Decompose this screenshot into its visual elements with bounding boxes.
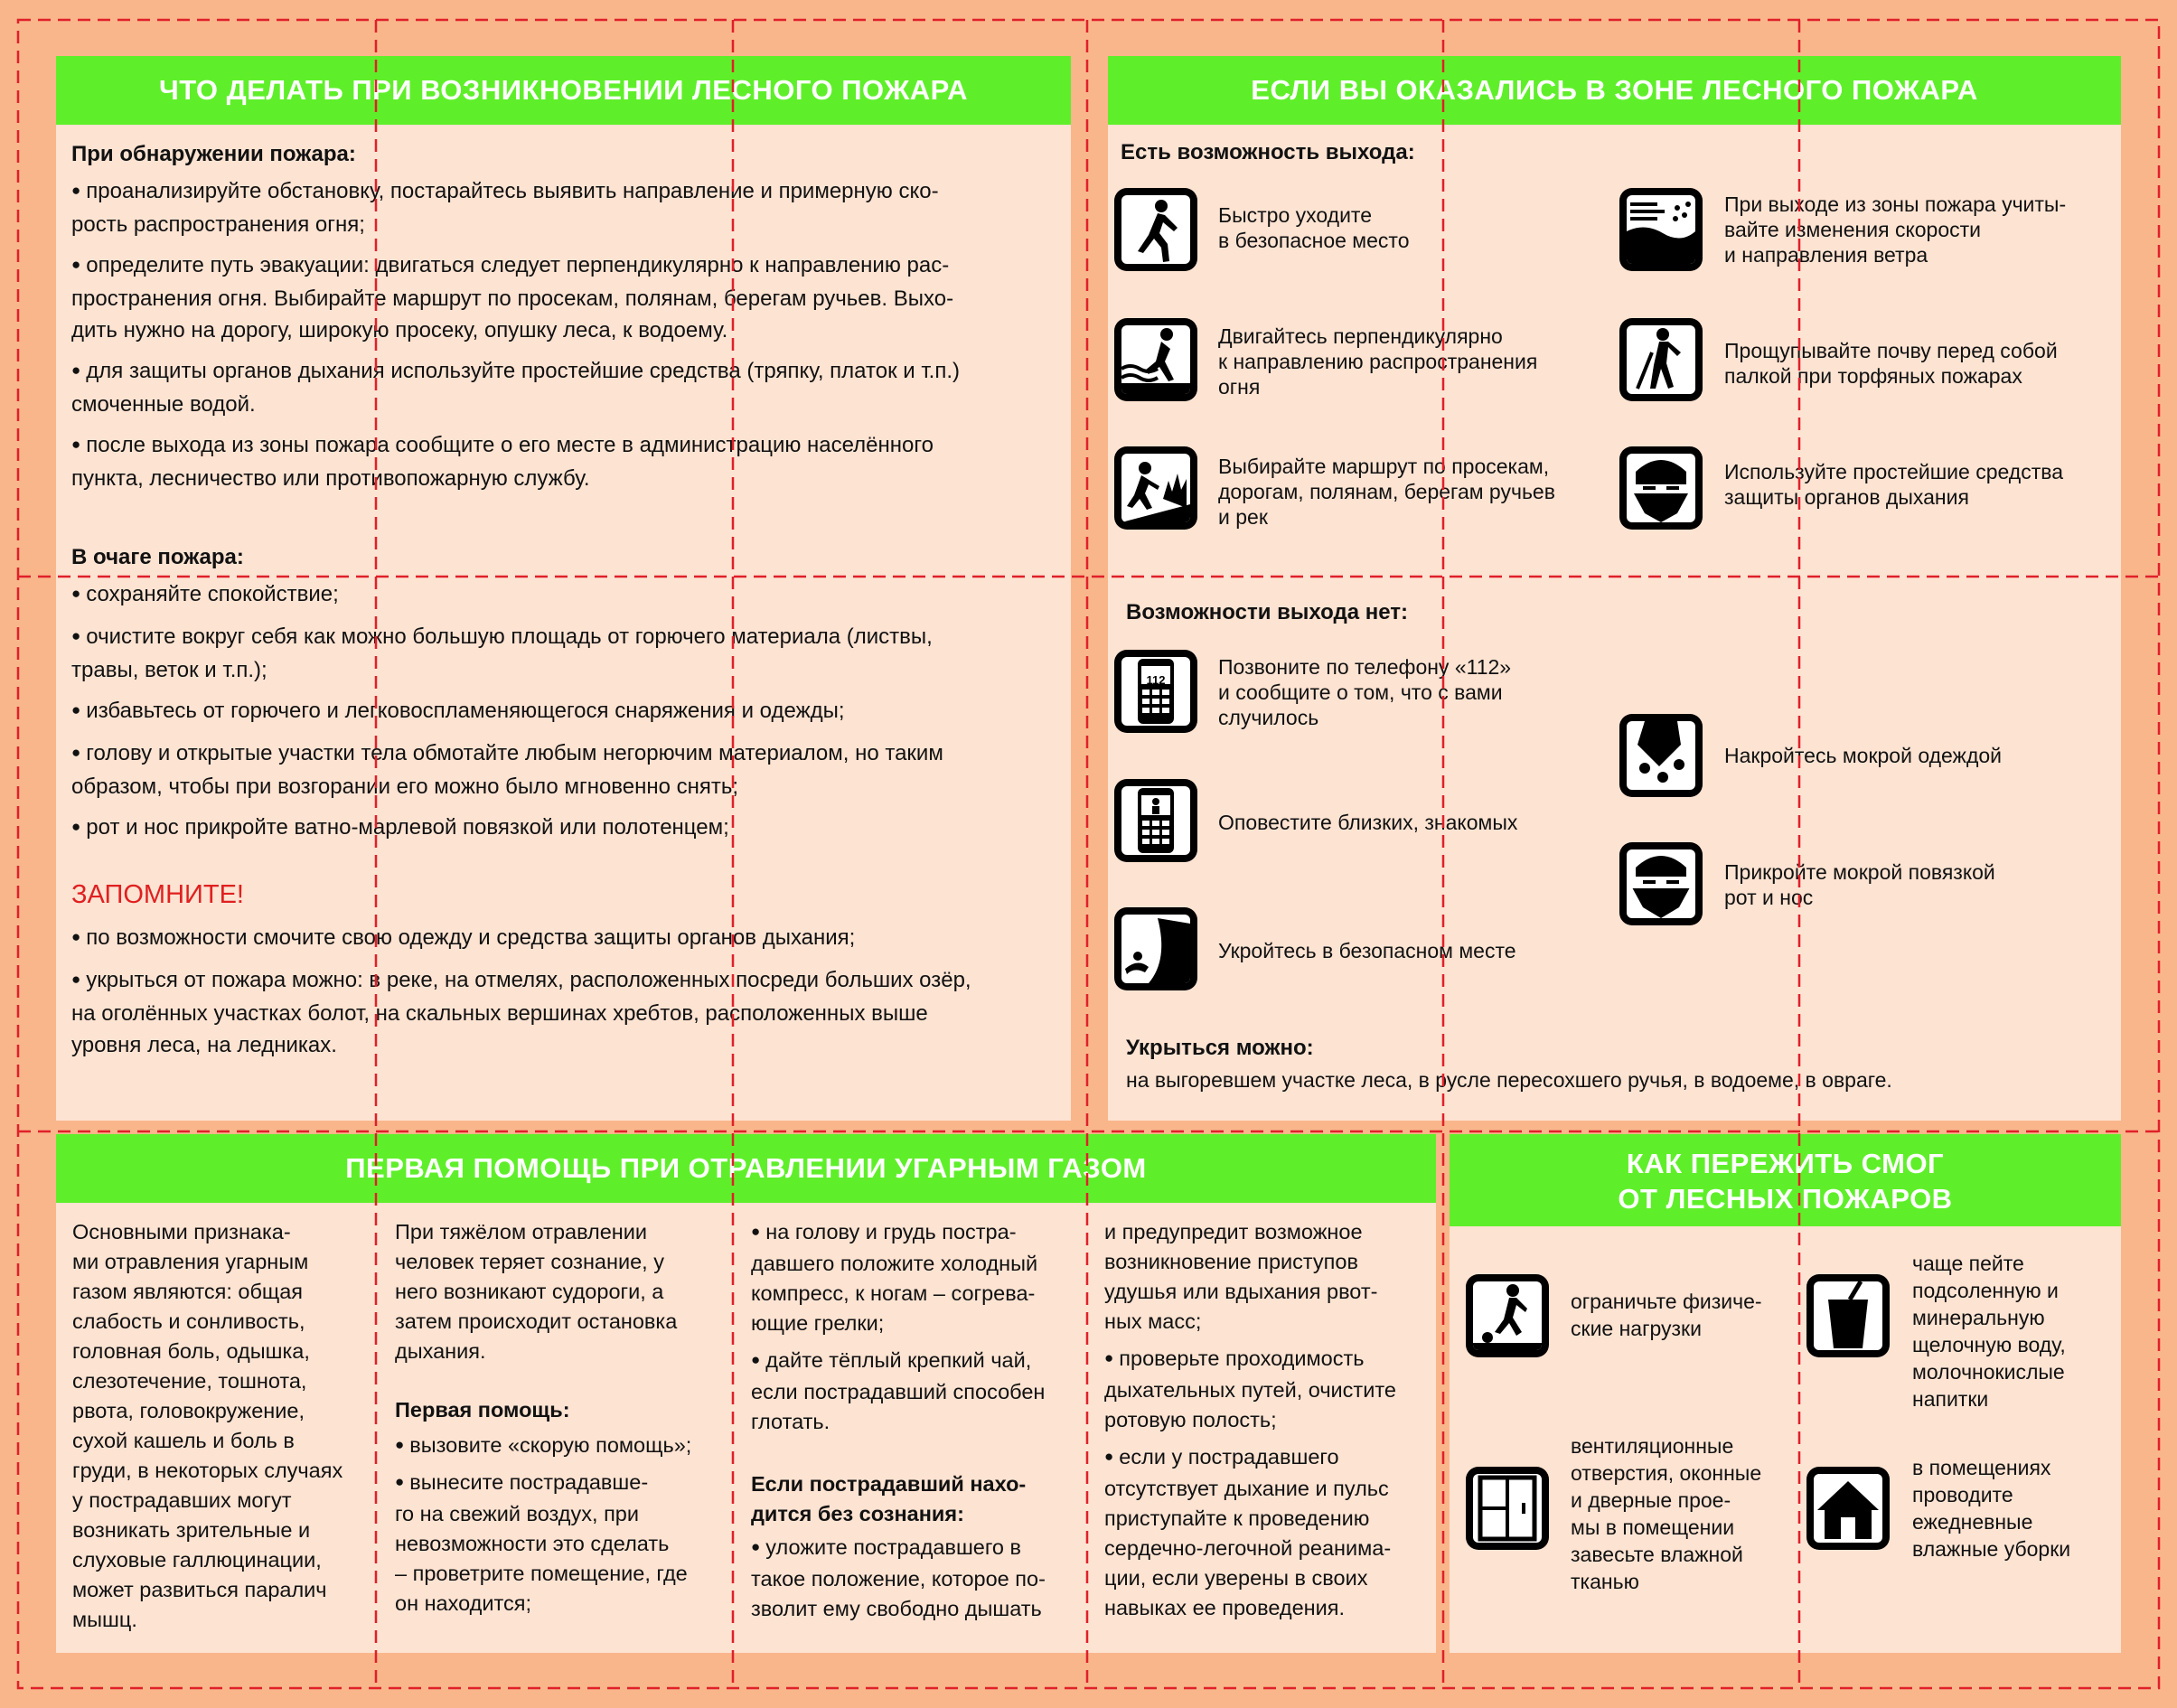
wet-clothes-icon bbox=[1619, 714, 1703, 797]
bullet-item bbox=[71, 812, 1056, 845]
text-line: Прощупывайте почву перед собой bbox=[1724, 339, 2058, 362]
text-line: ● если у пострадавшего bbox=[1104, 1442, 1425, 1474]
wind-fire-icon bbox=[1619, 188, 1703, 271]
wet-bandage-icon bbox=[1619, 842, 1703, 925]
text-line: ские нагрузки bbox=[1571, 1317, 1702, 1340]
bullet-item bbox=[751, 1533, 1072, 1624]
text-line: ротовую полость; bbox=[1104, 1408, 1277, 1431]
text-line: завесьте влажной bbox=[1571, 1543, 1743, 1566]
text-line: удушья или вдыхания рвот- bbox=[1104, 1280, 1378, 1303]
text-line: глотать. bbox=[751, 1410, 830, 1433]
bullet-item bbox=[71, 964, 1056, 1061]
text-line: мы в помещении bbox=[1571, 1516, 1735, 1539]
shelter-icon bbox=[1114, 907, 1197, 990]
panel-body bbox=[71, 138, 1056, 1070]
icon-caption bbox=[1724, 338, 2058, 389]
text-line: головная боль, одышка, bbox=[72, 1339, 310, 1363]
bullet-item bbox=[395, 1468, 716, 1619]
text-line: возникать зрительные и bbox=[72, 1518, 311, 1542]
bullet-item bbox=[751, 1217, 1072, 1338]
text-line: и дверные прое- bbox=[1571, 1488, 1731, 1512]
text-line: отверстия, оконные bbox=[1571, 1461, 1762, 1485]
icon-caption bbox=[1724, 743, 2002, 768]
panel-title: КАК ПЕРЕЖИТЬ СМОГ ОТ ЛЕСНЫХ ПОЖАРОВ bbox=[1450, 1134, 2121, 1226]
panel-title: ЕСЛИ ВЫ ОКАЗАЛИСЬ В ЗОНЕ ЛЕСНОГО ПОЖАРА bbox=[1108, 56, 2121, 125]
text-line: ● сохраняйте спокойствие; bbox=[71, 578, 1056, 612]
text-line: груди, в некоторых случаях bbox=[72, 1459, 343, 1482]
icon-caption bbox=[1571, 1432, 1761, 1595]
panel-in-fire-zone bbox=[1108, 56, 2121, 1121]
text-line: зволит ему свободно дышать bbox=[751, 1597, 1042, 1620]
text-line: огня bbox=[1218, 375, 1261, 399]
text-line: смоченные водой. bbox=[71, 392, 256, 417]
paragraph bbox=[72, 1217, 393, 1635]
text-line: ющие грелки; bbox=[751, 1311, 885, 1335]
text-line: навыках ее проведения. bbox=[1104, 1596, 1346, 1619]
icon-caption bbox=[1218, 810, 1517, 835]
text-line: затем происходит остановка bbox=[395, 1309, 678, 1333]
bullet-item bbox=[71, 175, 1056, 240]
text-line: сухой кашель и боль в bbox=[72, 1429, 295, 1452]
text-line: дыхательных путей, очистите bbox=[1104, 1378, 1396, 1402]
bullet-item bbox=[71, 355, 1056, 420]
exit-heading: Есть возможность выхода: bbox=[1121, 140, 1415, 164]
text-line: Прикройте мокрой повязкой bbox=[1724, 860, 1995, 884]
text-line: ● на голову и грудь постра- bbox=[751, 1217, 1072, 1249]
shelter-heading: Укрыться можно: bbox=[1126, 1036, 1314, 1060]
text-line: невозможности это сделать bbox=[395, 1532, 670, 1555]
text-line: ● проверьте проходимость bbox=[1104, 1344, 1425, 1375]
text-line: если пострадавший способен bbox=[751, 1380, 1046, 1403]
text-line: давшего положите холодный bbox=[751, 1252, 1038, 1275]
text-line: Позвоните по телефону «112» bbox=[1218, 655, 1512, 679]
text-line: рот и нос bbox=[1724, 886, 1814, 909]
text-line: ми отравления угарным bbox=[72, 1250, 309, 1273]
bullet-item bbox=[1104, 1344, 1425, 1435]
text-line: в безопасное место bbox=[1218, 229, 1410, 252]
text-line: слуховые галлюцинации, bbox=[72, 1548, 322, 1572]
icon-caption bbox=[1218, 324, 1537, 399]
text-line: ● уложите пострадавшего в bbox=[751, 1533, 1072, 1564]
text-line: случилось bbox=[1218, 706, 1319, 729]
column-airways bbox=[1104, 1217, 1425, 1630]
text-line: влажные уборки bbox=[1912, 1537, 2071, 1561]
phone-112-icon bbox=[1114, 650, 1197, 733]
running-person-icon bbox=[1114, 188, 1197, 271]
section-heading: В очаге пожара: bbox=[71, 545, 244, 569]
text-line: уровня леса, на ледниках. bbox=[71, 1033, 337, 1057]
text-line: ● рот и нос прикройте ватно-марлевой повязкой или полотенцем; bbox=[71, 812, 1056, 845]
icon-caption bbox=[1724, 459, 2063, 510]
person-waves-icon bbox=[1114, 318, 1197, 401]
text-line: щелочную воду, bbox=[1912, 1333, 2066, 1356]
remember-heading: ЗАПОМНИТЕ! bbox=[71, 880, 244, 909]
bullet-item bbox=[71, 249, 1056, 346]
text-line: он находится; bbox=[395, 1591, 532, 1615]
text-line: Двигайтесь перпендикулярно bbox=[1218, 324, 1503, 348]
panel-forest-fire-actions bbox=[56, 56, 1071, 1121]
text-line: человек теряет сознание, у bbox=[395, 1250, 664, 1273]
text-line: ● для защиты органов дыхания используйте простейшие средства (тряпку, платок и т.п.) bbox=[71, 355, 1056, 389]
panel-carbon-monoxide bbox=[56, 1134, 1436, 1653]
text-line: рость распространения огня; bbox=[71, 212, 365, 237]
bullet-item bbox=[395, 1431, 716, 1462]
paragraph bbox=[395, 1217, 716, 1366]
text-line: молочнокислые bbox=[1912, 1360, 2065, 1384]
text-line: ции, если уверены в своих bbox=[1104, 1566, 1368, 1590]
text-line: мышц. bbox=[72, 1608, 137, 1631]
text-line: сердечно-легочной реанима- bbox=[1104, 1536, 1392, 1560]
text-line: го на свежий воздух, при bbox=[395, 1502, 639, 1525]
text-line: ● вызовите «скорую помощь»; bbox=[395, 1431, 716, 1462]
text-line: тканью bbox=[1571, 1570, 1639, 1593]
text-line: Оповестите близких, знакомых bbox=[1218, 811, 1518, 834]
text-line: и предупредит возможное bbox=[1104, 1220, 1363, 1243]
text-line: компресс, к ногам – согрева- bbox=[751, 1281, 1036, 1305]
icon-caption bbox=[1912, 1250, 2066, 1412]
text-line: вентиляционные bbox=[1571, 1434, 1734, 1458]
text-line: – проветрите помещение, где bbox=[395, 1562, 688, 1585]
text-line: ● по возможности смочите свою одежду и средства защиты органов дыхания; bbox=[71, 922, 1056, 955]
panel-title: ПЕРВАЯ ПОМОЩЬ ПРИ ОТРАВЛЕНИИ УГАРНЫМ ГАЗОМ bbox=[56, 1134, 1436, 1203]
bullet-item bbox=[751, 1346, 1072, 1437]
face-mask-icon bbox=[1619, 446, 1703, 530]
text-line: пространения огня. Выбирайте маршрут по просекам, полянам, берегам ручьев. Выхо- bbox=[71, 286, 954, 311]
text-line: приступайте к проведению bbox=[1104, 1506, 1370, 1530]
text-line: При выходе из зоны пожара учиты- bbox=[1724, 192, 2067, 216]
text-line: травы, веток и т.п.); bbox=[71, 658, 267, 682]
phone-person-icon bbox=[1114, 779, 1197, 862]
bullet-item bbox=[71, 737, 1056, 802]
text-line: рвота, головокружение, bbox=[72, 1399, 305, 1422]
text-line: ● проанализируйте обстановку, постарайтесь выявить направление и примерную ско- bbox=[71, 175, 1056, 209]
text-line: ● вынесите пострадавше- bbox=[395, 1468, 716, 1499]
text-line: и рек bbox=[1218, 505, 1268, 529]
text-line: чаще пейте bbox=[1912, 1252, 2024, 1275]
text-line: вайте изменения скорости bbox=[1724, 218, 1982, 241]
text-line: ● избавьтесь от горючего и легковоспламеняющегося снаряжения и одежды; bbox=[71, 695, 1056, 728]
icon-caption bbox=[1218, 454, 1555, 530]
text-line: дить нужно на дорогу, широкую просеку, опушку леса, к водоему. bbox=[71, 318, 728, 343]
text-line: палкой при торфяных пожарах bbox=[1724, 364, 2022, 388]
text-line: Выбирайте маршрут по просекам, bbox=[1218, 455, 1550, 478]
text-line: ● укрыться от пожара можно: в реке, на отмелях, расположенных посреди больших озёр, bbox=[71, 964, 1056, 998]
text-line: ● после выхода из зоны пожара сообщите о его месте в администрацию населённого bbox=[71, 429, 1056, 463]
column-symptoms bbox=[72, 1217, 393, 1635]
window-icon bbox=[1466, 1467, 1549, 1550]
text-line: возникновение приступов bbox=[1104, 1250, 1358, 1273]
walking-stick-icon bbox=[1619, 318, 1703, 401]
text-line: ● голову и открытые участки тела обмотайте любым негорючим материалом, но таким bbox=[71, 737, 1056, 771]
panel-title: ЧТО ДЕЛАТЬ ПРИ ВОЗНИКНОВЕНИИ ЛЕСНОГО ПОЖАРА bbox=[56, 56, 1071, 125]
icon-caption bbox=[1218, 938, 1516, 963]
text-line: ных масс; bbox=[1104, 1309, 1202, 1333]
text-line: отсутствует дыхание и пульс bbox=[1104, 1477, 1389, 1500]
text-line: и сообщите о том, что с вами bbox=[1218, 680, 1503, 704]
paragraph bbox=[1104, 1217, 1425, 1337]
icon-caption bbox=[1724, 192, 2066, 267]
text-line: ежедневные bbox=[1912, 1510, 2033, 1534]
bullet-item bbox=[71, 621, 1056, 686]
bullet-item bbox=[71, 922, 1056, 955]
text-line: может развиться паралич bbox=[72, 1578, 327, 1601]
drink-cup-icon bbox=[1806, 1274, 1890, 1357]
section-heading: Первая помощь: bbox=[395, 1398, 570, 1422]
text-line: подсоленную и bbox=[1912, 1279, 2059, 1302]
text-line: ● очистите вокруг себя как можно большую площадь от горючего материала (листвы, bbox=[71, 621, 1056, 654]
noexit-heading: Возможности выхода нет: bbox=[1126, 600, 1409, 624]
icon-caption bbox=[1218, 202, 1409, 253]
panel-smog bbox=[1450, 1134, 2121, 1653]
text-line: Используйте простейшие средства bbox=[1724, 460, 2063, 483]
text-line: пункта, лесничество или противопожарную службу. bbox=[71, 466, 590, 491]
text-line: Быстро уходите bbox=[1218, 203, 1372, 227]
text-line: и направления ветра bbox=[1724, 243, 1928, 267]
text-line: дится без сознания: bbox=[751, 1502, 964, 1525]
bullet-item bbox=[71, 429, 1056, 494]
text-line: ● дайте тёплый крепкий чай, bbox=[751, 1346, 1072, 1377]
text-line: такое положение, которое по- bbox=[751, 1567, 1046, 1591]
text-line: Накройтесь мокрой одеждой bbox=[1724, 744, 2003, 767]
text-line: на оголённых участках болот, на скальных вершинах хребтов, расположенных выше bbox=[71, 1001, 928, 1026]
text-line: у пострадавших могут bbox=[72, 1488, 292, 1512]
bullet-item bbox=[71, 695, 1056, 728]
column-first-aid bbox=[395, 1217, 716, 1624]
text-line: Укройтесь в безопасном месте bbox=[1218, 939, 1516, 962]
text-line: Основными признака- bbox=[72, 1220, 291, 1243]
fleeing-fire-icon bbox=[1114, 446, 1197, 530]
shelter-text: на выгоревшем участке леса, в русле пересохшего ручья, в водоеме, в овраге. bbox=[1126, 1068, 1892, 1092]
text-line: дыхания. bbox=[395, 1339, 486, 1363]
football-player-icon bbox=[1466, 1274, 1549, 1357]
icon-caption bbox=[1571, 1288, 1762, 1342]
phone-screen-label: 112 bbox=[1146, 673, 1166, 687]
icon-caption bbox=[1218, 654, 1511, 730]
text-line: в помещениях bbox=[1912, 1456, 2051, 1479]
text-line: Если пострадавший нахо- bbox=[751, 1472, 1027, 1496]
text-line: к направлению распространения bbox=[1218, 350, 1538, 373]
house-icon bbox=[1806, 1467, 1890, 1550]
text-line: газом являются: общая bbox=[72, 1280, 304, 1303]
text-line: проводите bbox=[1912, 1483, 2013, 1506]
text-line: защиты органов дыхания bbox=[1724, 485, 1969, 509]
column-compress bbox=[751, 1217, 1072, 1624]
icon-caption bbox=[1724, 859, 1995, 910]
section-heading: При обнаружении пожара: bbox=[71, 142, 356, 166]
text-line: напитки bbox=[1912, 1387, 1989, 1411]
bullet-item bbox=[1104, 1442, 1425, 1623]
text-line: ● определите путь эвакуации: двигаться следует перпендикулярно к направлению рас- bbox=[71, 249, 1056, 283]
icon-caption bbox=[1912, 1454, 2070, 1563]
text-line: минеральную bbox=[1912, 1306, 2045, 1329]
text-line: слезотечение, тошнота, bbox=[72, 1369, 307, 1393]
text-line: дорогам, полянам, берегам ручьев bbox=[1218, 480, 1555, 503]
section-heading bbox=[751, 1469, 1072, 1529]
text-line: него возникают судороги, а bbox=[395, 1280, 664, 1303]
text-line: образом, чтобы при возгорании его можно было мгновенно снять; bbox=[71, 774, 739, 799]
bullet-item bbox=[71, 578, 1056, 612]
text-line: слабость и сонливость, bbox=[72, 1309, 305, 1333]
text-line: ограничьте физиче- bbox=[1571, 1290, 1762, 1313]
text-line: При тяжёлом отравлении bbox=[395, 1220, 648, 1243]
